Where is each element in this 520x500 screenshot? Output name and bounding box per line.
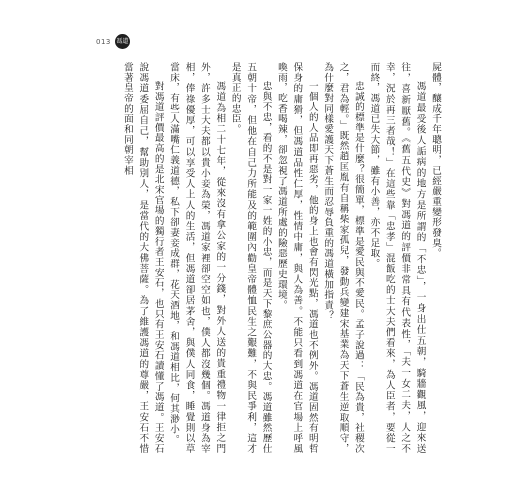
folio [96,34,130,49]
paragraph: 忠與不忠，看的不是對一家一姓的小忠，而是天下黎庶公器的大忠。馮道雖然歷仕五朝十帝，但他在自己力所能及的範圍內勸皇帝體恤民生之艱難，不與民爭利，這才是真正的忠臣。 [229,62,272,454]
paragraph: 屍體，釀成千年聰明，已經嚴重變形發臭。 [430,62,441,259]
paragraph: 馮道為相二十七年，從來沒有拿公家的一分錢，對外人送的貴重禮物一律拒之門外，許多士大夫都以貴小妾為榮，馮道家裡卻空空如也，僕人都沒幾個。馮道身為宰相，俸祿優厚，可以享受人上人的生活，但馮道卻居茅舍，與僕人同食，睡覺則以草當床，有些人滿嘴仁義道德，私下卻妻妾成群，花天酒地，和馮道相比，何其渺小。 [168,62,226,454]
chapter-badge: 馮道 [115,34,130,49]
paragraph: 對馮道評價最高的是北宋官場的獨行者王安石，也只有王安石讀懂了馮道。王安石說馮道委屈自己，幫助別人，是當代的大佛菩薩。為了維護馮道的尊嚴，王安石不惜當著皇帝的面和同朝宰相 [121,62,164,454]
vertical-text-block [121,62,443,454]
paragraph: 一個人的人品即再惡劣，他的身上也會有閃光點，馮道也不例外。馮道固然有明哲保身的庸猾，但馮道品性仁厚，性情中庸，與人為善。不能只看到馮道在官場上呼風喚雨，吃香喝辣，卻忽視了馮道所處的險惡歷史環境。 [275,62,318,454]
page-number: 013 [96,37,111,46]
paragraph: 馮道最受後人詬病的地方是所謂的「不忠」，一身出仕五朝，騎牆觀風，迎來送往，喜新厭舊。《舊五代史》對馮道的評價非常具有代表性，「夫一女二夫，人之不幸，況於再三者哉！」在這些靠「忠孝」混飯吃的士大夫們看來，為人臣者，要從一而終，馮道已失大節，雖有小善，亦不足取。 [368,62,426,454]
paragraph: 忠誠的標準是什麼？很簡單，標準是愛民與不愛民。孟子說過：「民為貴，社稷次之，君為輕。」既然趙匡胤有自稱柴家孤兒，發動兵變建宋基業為天下蒼生逆取順守，為什麼對同樣愛護天下蒼生而忍辱負重的馮道橫加指責？ [322,62,364,454]
